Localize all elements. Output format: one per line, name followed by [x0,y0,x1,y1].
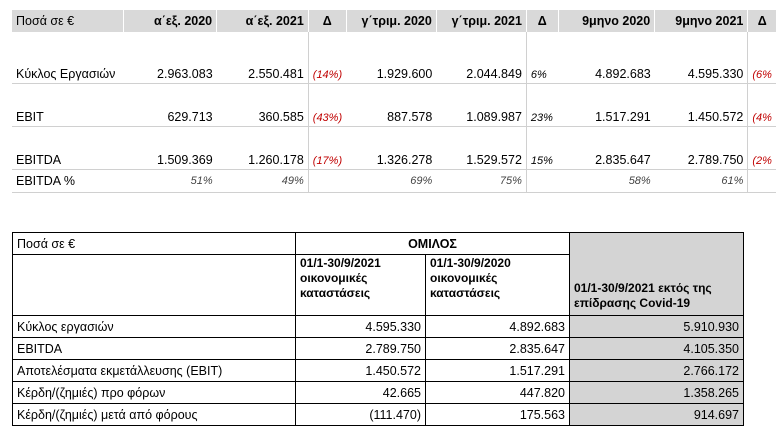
table-row [13,316,744,338]
column-header: 9μηνο 2020 [558,10,655,32]
cell-value: 58% [558,170,655,193]
cell-value: 1.450.572 [296,360,426,382]
table-row [13,338,744,360]
column-header: 01/1-30/9/2020 οικονομικές καταστάσεις [426,255,570,316]
delta-value: 15% [526,143,558,170]
cell-value: 914.697 [570,404,744,426]
cell-value: 49% [217,170,309,193]
column-header: Δ [748,10,776,32]
column-header: α΄εξ. 2021 [217,10,309,32]
cell-value: 42.665 [296,382,426,404]
cell-value: (111.470) [296,404,426,426]
row-label: Αποτελέσματα εκμετάλλευσης (EBIT) [13,360,296,382]
cell-value: 69% [346,170,436,193]
column-header: γ΄τριμ. 2020 [346,10,436,32]
cell-value: 360.585 [217,100,309,127]
column-header: 9μηνο 2021 [655,10,748,32]
delta-value: (43%) [308,100,346,127]
cell-value: 1.450.572 [655,100,748,127]
table-header-row [12,10,776,32]
cell-value: 61% [655,170,748,193]
column-header: Δ [526,10,558,32]
cell-value: 1.260.178 [217,143,309,170]
cell-value: 51% [123,170,216,193]
table-row [12,100,776,127]
currency-label: Ποσά σε € [13,233,296,255]
row-label: Κύκλος εργασιών [13,316,296,338]
cell-value: 2.766.172 [570,360,744,382]
column-header: Δ [308,10,346,32]
cell-value: 1.517.291 [426,360,570,382]
cell-value: 2.044.849 [436,57,526,84]
cell-value: 887.578 [346,100,436,127]
cell-value: 175.563 [426,404,570,426]
delta-value: (17%) [308,143,346,170]
column-header: 01/1-30/9/2021 εκτός της επίδρασης Covid-19 [570,255,744,316]
cell-value: 1.089.987 [436,100,526,127]
cell-value: 4.892.683 [426,316,570,338]
cell-value: 2.835.647 [558,143,655,170]
delta-value: (2% [748,143,776,170]
cell-value: 1.358.265 [570,382,744,404]
cell-value: 4.595.330 [296,316,426,338]
cell-value: 447.820 [426,382,570,404]
table-row [13,404,744,426]
column-header: Ποσά σε € [12,10,123,32]
delta-value: (6% [748,57,776,84]
delta-value: 6% [526,57,558,84]
cell-value: 2.835.647 [426,338,570,360]
cell-value: 4.595.330 [655,57,748,84]
table-row [12,143,776,170]
table-row [12,57,776,84]
group-results-table [12,232,744,426]
cell-value: 1.509.369 [123,143,216,170]
column-header: 01/1-30/9/2021 οικονομικές καταστάσεις [296,255,426,316]
cell-value: 4.105.350 [570,338,744,360]
table-row [13,382,744,404]
cell-value: 2.963.083 [123,57,216,84]
cell-value: 1.929.600 [346,57,436,84]
delta-value: (4% [748,100,776,127]
row-label: Κέρδη/(ζημιές) προ φόρων [13,382,296,404]
delta-value: (14%) [308,57,346,84]
cell-value: 1.517.291 [558,100,655,127]
table-header-row [13,233,744,255]
cell-value: 5.910.930 [570,316,744,338]
row-label: Κέρδη/(ζημιές) μετά από φόρους [13,404,296,426]
column-header: γ΄τριμ. 2021 [436,10,526,32]
cell-value: 2.550.481 [217,57,309,84]
table-subheader-row [13,255,744,316]
table-row [13,360,744,382]
cell-value: 75% [436,170,526,193]
cell-value: 1.326.278 [346,143,436,170]
cell-value: 1.529.572 [436,143,526,170]
cell-value: 2.789.750 [655,143,748,170]
table-row [12,170,776,193]
row-label: EBIT [12,100,123,127]
row-label: Κύκλος Εργασιών [12,57,123,84]
row-label: EBITDA % [12,170,123,193]
row-label: EBITDA [13,338,296,360]
cell-value: 4.892.683 [558,57,655,84]
delta-value: 23% [526,100,558,127]
cell-value: 629.713 [123,100,216,127]
column-header: α΄εξ. 2020 [123,10,216,32]
cell-value: 2.789.750 [296,338,426,360]
group-header: ΟΜΙΛΟΣ [296,233,570,255]
results-summary-table [12,10,776,193]
row-label: EBITDA [12,143,123,170]
